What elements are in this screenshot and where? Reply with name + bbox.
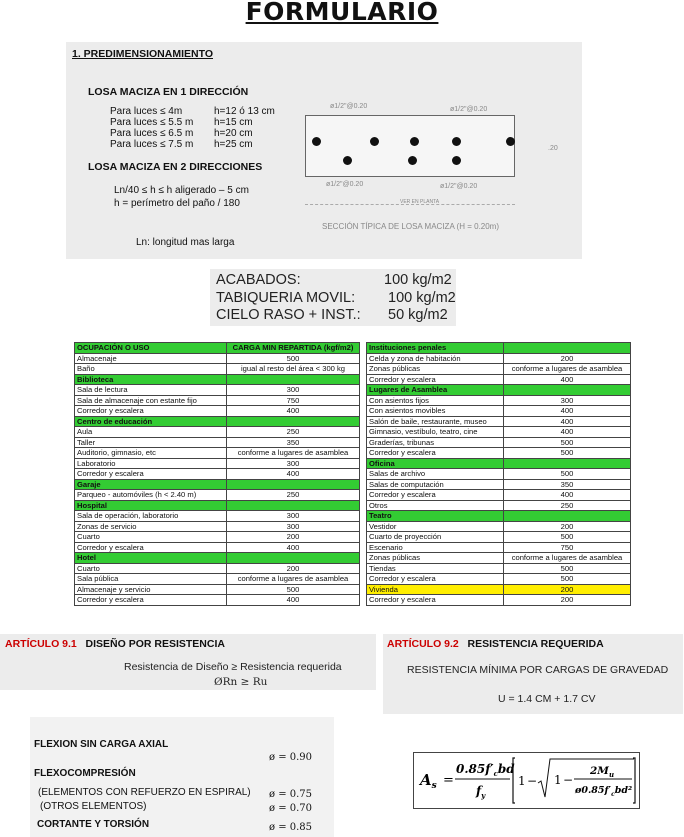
table-row [75,532,360,543]
occupancy-cell: Parqueo - automóviles (h < 2.40 m) [75,490,227,501]
table-row [367,427,631,438]
formula-denominator: $f_y$ [476,784,486,800]
load-cell [227,479,360,490]
article-9-1-line2: ØRn ≥ Ru [214,676,268,688]
article-title: RESISTENCIA REQUERIDA [467,638,604,650]
load-cell: 300 [227,511,360,522]
load-cell: 300 [504,395,631,406]
slab-section-figure [305,115,515,177]
load-cell: 500 [504,532,631,543]
occupancy-cell: Vivienda [367,584,504,595]
occupancy-cell: Aula [75,427,227,438]
load-row [216,290,456,307]
table-row [75,458,360,469]
occupancy-cell: Corredor y escalera [75,595,227,606]
occupancy-cell: Taller [75,437,227,448]
load-cell: 200 [504,353,631,364]
load-cell: conforme a lugares de asamblea [504,364,631,375]
load-cell: 750 [504,542,631,553]
load-cell [504,343,631,354]
occupancy-cell: Con asientos movibles [367,406,504,417]
table-row [367,563,631,574]
table-row [75,574,360,585]
load-cell: 250 [227,427,360,438]
load-label: ACABADOS: [216,272,301,288]
occupancy-cell: Sala de almacenaje con estante fijo [75,395,227,406]
occupancy-cell: Gimnasio, vestíbulo, teatro, cine [367,427,504,438]
load-cell: 400 [227,542,360,553]
table-row [367,490,631,501]
ln-note: Ln: longitud mas larga [136,237,235,248]
article-9-2-line1: RESISTENCIA MÍNIMA POR CARGAS DE GRAVEDAD [407,664,669,676]
rebar-dot [408,156,417,165]
load-cell: 200 [504,595,631,606]
losa2-title: LOSA MACIZA EN 2 DIRECCIONES [88,161,263,173]
occupancy-cell: Zonas públicas [367,364,504,375]
table-row [367,500,631,511]
article-9-1-heading [5,638,225,650]
occupancy-cell: Almacenaje [75,353,227,364]
table-row [75,563,360,574]
table-row [367,469,631,480]
table-group-row [75,500,360,511]
load-row [216,307,448,324]
load-cell: 200 [227,532,360,543]
table-row [367,374,631,385]
article-9-2-line2: U = 1.4 CM + 1.7 CV [498,693,596,705]
article-9-1-line1: Resistencia de Diseño ≥ Resistencia requerida [124,661,342,673]
load-cell: conforme a lugares de asamblea [504,553,631,564]
table-row [75,595,360,606]
table-group-row [75,416,360,427]
table-row [367,479,631,490]
formula-one-inner: 1 [554,773,562,787]
load-cell: 300 [227,458,360,469]
table-group-row [75,374,360,385]
table-group-row [367,511,631,522]
article-number: ARTÍCULO 9.2 [387,638,459,650]
table-row [75,385,360,396]
load-value: 100 kg/m2 [384,272,452,288]
rebar-dot [452,156,461,165]
slab-thickness: h=12 ó 13 cm [214,106,275,117]
occupancy-cell: Hospital [75,500,227,511]
losa1-row [110,106,275,117]
load-cell: 350 [227,437,360,448]
rebar-dot [370,137,379,146]
table-row [75,511,360,522]
article-9-1 [0,634,376,690]
load-cell: 500 [504,437,631,448]
occupancy-cell: Oficina [367,458,504,469]
load-cell: 750 [227,395,360,406]
rebar-dot [312,137,321,146]
formula-minus: − [527,774,538,788]
table-row [75,406,360,417]
bar-label-top-right: ø1/2"@0.20 [450,106,488,113]
load-cell: 500 [504,563,631,574]
load-cell: 400 [504,427,631,438]
load-cell: 400 [504,416,631,427]
table-header-row [75,343,360,354]
occupancy-cell: Lugares de Asamblea [367,385,504,396]
occupancy-cell: Sala pública [75,574,227,585]
load-cell: 400 [227,406,360,417]
load-cell [227,553,360,564]
table-row [367,532,631,543]
table-group-row [75,553,360,564]
column-header: OCUPACIÓN O USO [75,343,227,354]
load-cell: 500 [504,574,631,585]
load-label: TABIQUERIA MOVIL: [216,290,356,306]
dead-loads-box [210,269,456,326]
table-row [75,448,360,459]
span-limit: Para luces ≤ 6.5 m [110,128,194,139]
load-cell: 200 [504,584,631,595]
span-limit: Para luces ≤ 5.5 m [110,117,194,128]
plan-label: VER EN PLANTA [400,199,440,205]
load-cell: 300 [227,521,360,532]
right-bracket [633,758,635,803]
occupancy-cell: Salón de baile, restaurante, museo [367,416,504,427]
formula-minus-inner: − [563,773,574,787]
load-cell: igual al resto del área < 300 kg [227,364,360,375]
occupancy-cell: Cuarto de proyección [367,532,504,543]
formula-lhs: $A_s$ [420,771,437,791]
slab-thickness: h=20 cm [214,128,253,139]
phi-flex-value: ø = 0.90 [269,752,313,763]
table-row [367,448,631,459]
table-row [367,553,631,564]
occupancy-cell: Salas de computación [367,479,504,490]
phi-spiral-label: (ELEMENTOS CON REFUERZO EN ESPIRAL) [38,787,251,798]
occupancy-cell: Hotel [75,553,227,564]
occupancy-cell: Sala de lectura [75,385,227,396]
load-cell [504,511,631,522]
phi-shear-value: ø = 0.85 [269,822,313,833]
occupancy-cell: Corredor y escalera [75,469,227,480]
load-cell: 500 [504,469,631,480]
occupancy-cell: Graderías, tribunas [367,437,504,448]
occupancy-cell: Tiendas [367,563,504,574]
phi-other-label: (OTROS ELEMENTOS) [40,801,147,812]
occupancy-cell: Vestidor [367,521,504,532]
load-cell [504,385,631,396]
load-cell: 400 [227,595,360,606]
occupancy-cell: Corredor y escalera [367,448,504,459]
column-header: CARGA MIN REPARTIDA (kgf/m2) [227,343,360,354]
rebar-dot [506,137,515,146]
phi-spiral-value: ø = 0.75 [269,789,313,800]
losa1-row [110,117,275,128]
occupancy-cell: Cuarto [75,563,227,574]
table-group-row [367,458,631,469]
article-9-2-heading [387,638,604,650]
load-cell: 350 [504,479,631,490]
losa1-row [110,128,275,139]
occupancy-cell: Con asientos fijos [367,395,504,406]
occupancy-cell: Garaje [75,479,227,490]
table-row [75,490,360,501]
table-row [367,416,631,427]
load-cell [227,500,360,511]
load-cell: 400 [227,469,360,480]
phi-other-value: ø = 0.70 [269,803,313,814]
occupancy-cell: Instituciones penales [367,343,504,354]
table-group-row [367,343,631,354]
formula-equals: = [443,773,454,788]
slab-figure-caption: SECCIÓN TÍPICA DE LOSA MACIZA (H = 0.20m) [322,222,500,231]
predim-section-title: 1. PREDIMENSIONAMIENTO [72,48,213,60]
inner-denominator: $ø0.85f'_cbd^2$ [575,785,633,798]
occupancy-cell: Cuarto [75,532,227,543]
bar-label-bottom-right: ø1/2"@0.20 [440,183,478,190]
occupancy-cell: Zonas públicas [367,553,504,564]
occupancy-cell: Almacenaje y servicio [75,584,227,595]
occupancy-cell: Corredor y escalera [367,490,504,501]
occupancy-cell: Baño [75,364,227,375]
load-cell: 500 [227,584,360,595]
table-row [367,521,631,532]
occupancy-cell: Auditorio, gimnasio, etc [75,448,227,459]
table-row [75,521,360,532]
formula-svg [414,753,639,808]
occupancy-cell: Zonas de servicio [75,521,227,532]
article-title: DISEÑO POR RESISTENCIA [85,638,225,650]
table-row [75,437,360,448]
bar-label-top-left: ø1/2"@0.20 [330,103,368,110]
occupancy-cell: Corredor y escalera [367,374,504,385]
occupancy-table-right [366,342,631,606]
formula-numerator: $0.85f'_cbd$ [456,762,515,778]
phi-flex-label: FLEXION SIN CARGA AXIAL [34,739,169,750]
table-group-row [367,385,631,396]
load-cell: conforme a lugares de asamblea [227,448,360,459]
table-row [367,364,631,375]
table-row [367,437,631,448]
rebar-dot [343,156,352,165]
table-row [367,395,631,406]
occupancy-cell: Laboratorio [75,458,227,469]
load-label: CIELO RASO + INST.: [216,307,361,323]
load-cell [504,458,631,469]
load-cell [227,374,360,385]
occupancy-cell: Sala de operación, laboratorio [75,511,227,522]
rebar-dot [410,137,419,146]
load-cell: 500 [504,448,631,459]
occupancy-cell: Escenario [367,542,504,553]
load-cell: 400 [504,490,631,501]
losa2-line2: h = perímetro del paño / 180 [114,198,240,209]
inner-numerator: $2M_u$ [590,765,615,779]
phi-shear-label: CORTANTE Y TORSIÓN [37,819,150,830]
occupancy-cell: Corredor y escalera [367,574,504,585]
occupancy-cell: Teatro [367,511,504,522]
occupancy-cell: Biblioteca [75,374,227,385]
table-row [367,406,631,417]
span-limit: Para luces ≤ 7.5 m [110,139,194,150]
load-cell: 500 [227,353,360,364]
phi-flexo-label: FLEXOCOMPRESIÓN [34,768,136,779]
occupancy-cell: Celda y zona de habitación [367,353,504,364]
load-cell: 250 [504,500,631,511]
span-limit: Para luces ≤ 4m [110,106,183,117]
page-title: FORMULARIO [245,0,439,26]
load-cell: 250 [227,490,360,501]
formula-one: 1 [518,774,526,788]
phi-factors-box [30,717,334,837]
table-row [75,427,360,438]
losa2-line1: Ln/40 ≤ h ≤ h aligerado – 5 cm [114,185,249,196]
occupancy-cell: Corredor y escalera [75,406,227,417]
table-row [75,353,360,364]
load-cell: 400 [504,374,631,385]
table-group-row [75,479,360,490]
load-cell: 200 [227,563,360,574]
table-row [75,395,360,406]
table-row [367,353,631,364]
occupancy-cell: Salas de archivo [367,469,504,480]
table-row [367,584,631,595]
load-row [216,272,452,289]
occupancy-table-left [74,342,360,606]
bar-label-bottom-left: ø1/2"@0.20 [326,181,364,188]
losa1-rows [110,106,275,150]
slab-thickness: h=15 cm [214,117,253,128]
slab-thickness: h=25 cm [214,139,253,150]
table-row [75,364,360,375]
table-row [75,469,360,480]
article-number: ARTÍCULO 9.1 [5,638,77,650]
occupancy-cell: Corredor y escalera [367,595,504,606]
steel-area-formula [413,752,640,809]
table-row [75,542,360,553]
losa1-title: LOSA MACIZA EN 1 DIRECCIÓN [88,86,249,98]
load-cell [227,416,360,427]
occupancy-cell: Corredor y escalera [75,542,227,553]
load-cell: conforme a lugares de asamblea [227,574,360,585]
losa1-row [110,139,275,150]
slab-height-label: .20 [548,145,558,152]
occupancy-cell: Centro de educación [75,416,227,427]
table-row [75,584,360,595]
load-value: 50 kg/m2 [388,307,448,323]
load-cell: 200 [504,521,631,532]
load-cell: 400 [504,406,631,417]
table-row [367,595,631,606]
article-9-2 [383,634,683,714]
rebar-dot [452,137,461,146]
table-row [367,542,631,553]
load-value: 100 kg/m2 [388,290,456,306]
occupancy-cell: Otros [367,500,504,511]
load-cell: 300 [227,385,360,396]
table-row [367,574,631,585]
